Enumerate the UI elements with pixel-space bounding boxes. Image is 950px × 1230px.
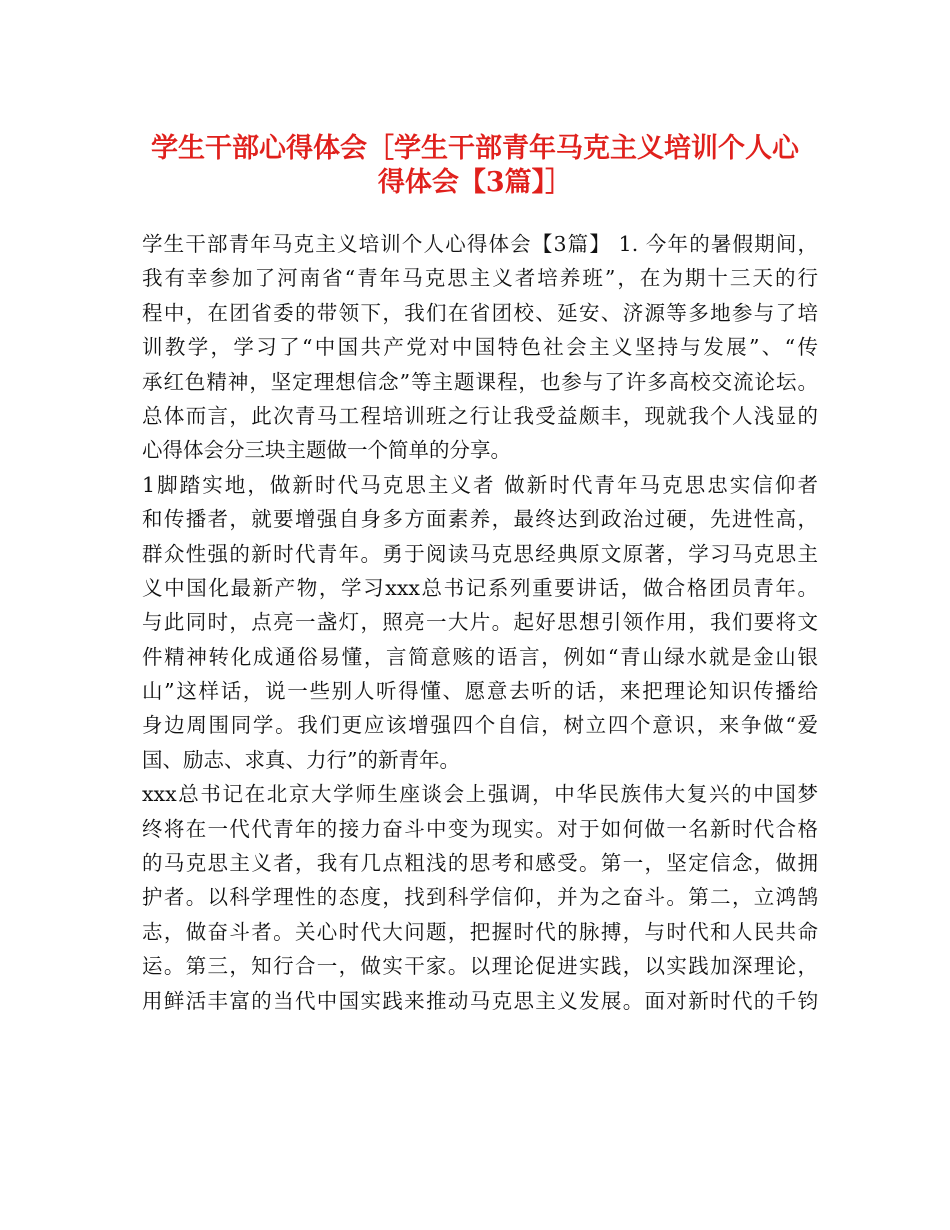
body-line: 和传播者，就要增强自身多方面素养，最终达到政治过硬，先进性高， (142, 507, 818, 532)
body-line: 1脚踏实地，做新时代马克思主义者 做新时代青年马克思忠实信仰者 (142, 472, 818, 497)
document-title (140, 126, 810, 199)
body-line: 总体而言，此次青马工程培训班之行让我受益颇丰，现就我个人浅显的 (142, 403, 818, 428)
body-line: 的马克思主义者，我有几点粗浅的思考和感受。第一，坚定信念，做拥 (142, 851, 818, 876)
body-line: 我有幸参加了河南省“青年马克思主义者培养班”，在为期十三天的行 (142, 266, 818, 291)
body-line: 山”这样话，说一些别人听得懂、愿意去听的话，来把理论知识传播给 (142, 679, 818, 704)
body-line: 训教学，学习了“中国共产党对中国特色社会主义坚持与发展”、“传 (142, 335, 818, 360)
body-line: 运。第三，知行合一，做实干家。以理论促进实践，以实践加深理论， (142, 954, 818, 979)
title-line: 学生干部心得体会［学生干部青年马克主义培训个人心 (151, 133, 799, 164)
body-line: 学生干部青年马克主义培训个人心得体会【3篇】 1. 今年的暑假期间， (142, 232, 818, 256)
body-line: 护者。以科学理性的态度，找到科学信仰，并为之奋斗。第二，立鸿鹄 (142, 885, 818, 910)
body-line: 件精神转化成通俗易懂，言简意赅的语言，例如“青山绿水就是金山银 (142, 644, 818, 669)
body-line: 承红色精神，坚定理想信念”等主题课程，也参与了许多高校交流论坛。 (142, 369, 818, 394)
body-line: 义中国化最新产物，学习xxx总书记系列重要讲话，做合格团员青年。 (142, 575, 818, 600)
body-line: 群众性强的新时代青年。勇于阅读马克思经典原文原著，学习马克思主 (142, 541, 818, 566)
body-line: 程中，在团省委的带领下，我们在省团校、延安、济源等多地参与了培 (142, 300, 818, 325)
body-line: 身边周围同学。我们更应该增强四个自信，树立四个意识，来争做“爱 (142, 713, 818, 738)
body-line: 用鲜活丰富的当代中国实践来推动马克思主义发展。面对新时代的千钧 (142, 988, 818, 1013)
body-line: 终将在一代代青年的接力奋斗中变为现实。对于如何做一名新时代合格 (142, 816, 818, 841)
body-line: xxx总书记在北京大学师生座谈会上强调，中华民族伟大复兴的中国梦 (142, 782, 818, 807)
body-line: 与此同时，点亮一盏灯，照亮一大片。起好思想引领作用，我们要将文 (142, 610, 818, 635)
body-line: 心得体会分三块主题做一个简单的分享。 (142, 438, 511, 463)
title-line: 得体会【3篇】］ (377, 167, 573, 199)
body-line: 志，做奋斗者。关心时代大问题，把握时代的脉搏，与时代和人民共命 (142, 919, 818, 944)
document-body (142, 227, 818, 1018)
body-line: 国、励志、求真、力行”的新青年。 (142, 747, 460, 772)
